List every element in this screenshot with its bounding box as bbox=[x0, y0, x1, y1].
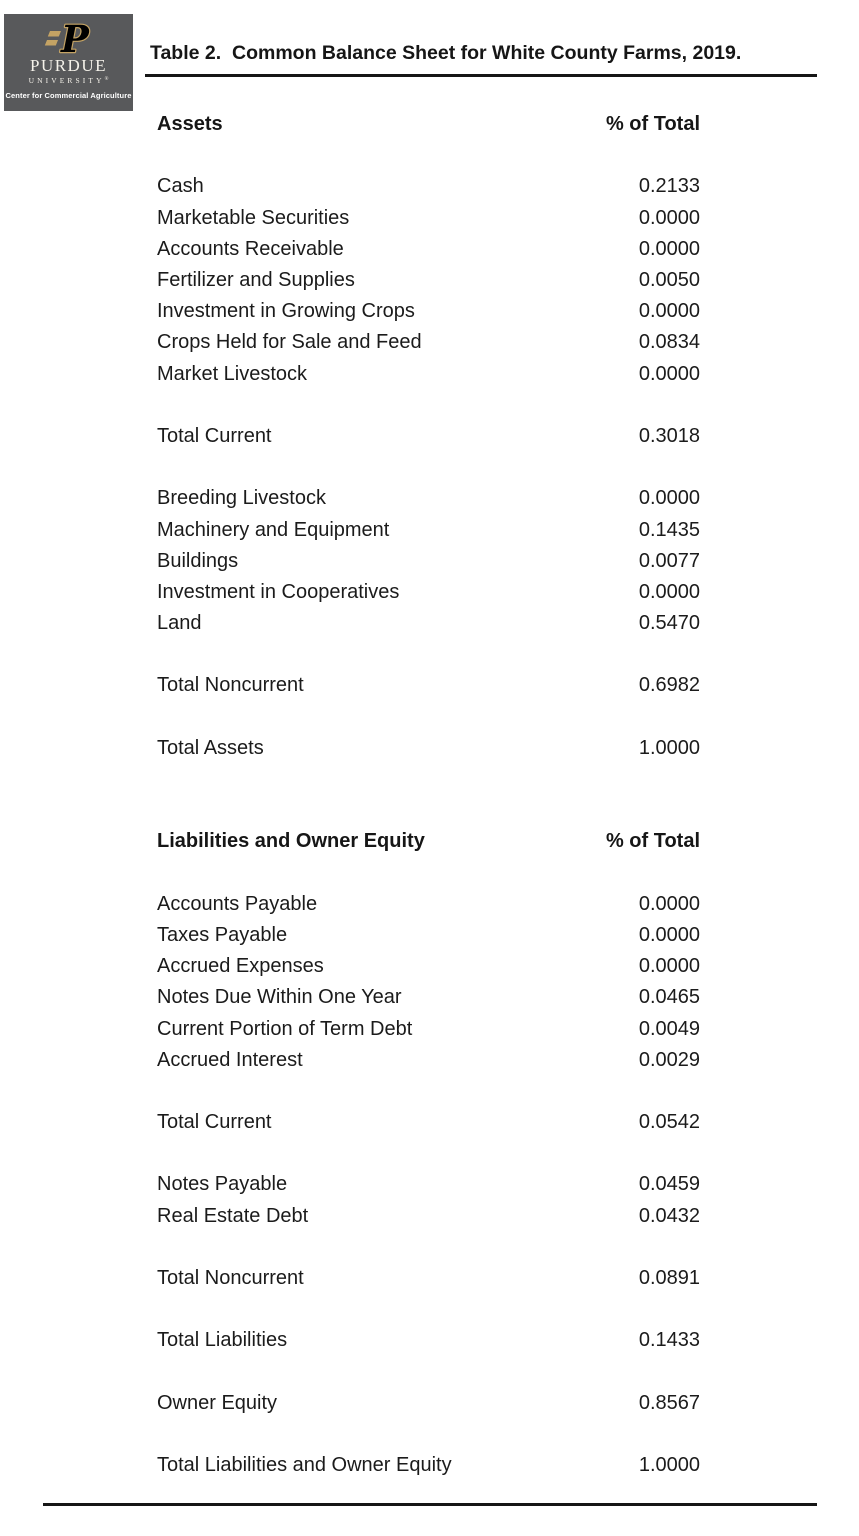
table-row bbox=[157, 296, 700, 327]
row-label: Investment in Cooperatives bbox=[157, 580, 400, 603]
row-label: Taxes Payable bbox=[157, 923, 288, 946]
row-label: Total Liabilities and Owner Equity bbox=[157, 1454, 452, 1477]
row-value: 0.0000 bbox=[638, 487, 700, 510]
row-label: Marketable Securities bbox=[157, 206, 350, 229]
row-value: % of Total bbox=[605, 830, 700, 853]
row-value: 0.6982 bbox=[638, 674, 700, 697]
table-row bbox=[157, 1263, 700, 1294]
row-value: 0.0029 bbox=[638, 1048, 700, 1071]
row-value: 0.0000 bbox=[638, 580, 700, 603]
purdue-logo bbox=[4, 14, 133, 111]
row-label: Accounts Receivable bbox=[157, 237, 344, 260]
table-row bbox=[157, 359, 700, 390]
row-value: 0.0000 bbox=[638, 892, 700, 915]
row-value: 0.0542 bbox=[638, 1111, 700, 1134]
row-value: 0.0834 bbox=[638, 331, 700, 354]
table-spacer-row bbox=[157, 1357, 700, 1388]
row-value: 0.0077 bbox=[638, 549, 700, 572]
table-row bbox=[157, 920, 700, 951]
table-row bbox=[157, 1169, 700, 1200]
table-spacer-row bbox=[157, 1419, 700, 1450]
registered-mark: ® bbox=[104, 77, 109, 82]
table-spacer-row bbox=[157, 764, 700, 795]
table-row bbox=[157, 234, 700, 265]
row-label: Market Livestock bbox=[157, 362, 308, 385]
purdue-center-label: Center for Commercial Agriculture bbox=[5, 90, 132, 100]
row-label: Total Current bbox=[157, 1111, 272, 1134]
row-label: Buildings bbox=[157, 549, 239, 572]
row-label: Total Noncurrent bbox=[157, 1267, 304, 1290]
row-value: 0.8567 bbox=[638, 1391, 700, 1414]
row-label: Cash bbox=[157, 175, 204, 198]
row-label: Breeding Livestock bbox=[157, 487, 326, 510]
row-value: 0.0000 bbox=[638, 237, 700, 260]
table-row bbox=[157, 608, 700, 639]
table-spacer-row bbox=[157, 390, 700, 421]
row-value: 0.0000 bbox=[638, 923, 700, 946]
row-value: 0.0432 bbox=[638, 1204, 700, 1227]
row-label: Accounts Payable bbox=[157, 892, 318, 915]
row-label: Assets bbox=[157, 113, 223, 136]
table-spacer-row bbox=[157, 1076, 700, 1107]
table-row bbox=[157, 265, 700, 296]
table-row bbox=[157, 1450, 700, 1481]
table-row bbox=[157, 1325, 700, 1356]
row-label: Fertilizer and Supplies bbox=[157, 269, 355, 292]
row-label: Total Liabilities bbox=[157, 1329, 288, 1352]
row-value: 0.0000 bbox=[638, 362, 700, 385]
svg-text:P: P bbox=[60, 18, 89, 58]
row-label: Accrued Interest bbox=[157, 1048, 303, 1071]
table-spacer-row bbox=[157, 452, 700, 483]
row-label: Total Noncurrent bbox=[157, 674, 304, 697]
row-label: Accrued Expenses bbox=[157, 955, 324, 978]
row-value: 0.2133 bbox=[638, 175, 700, 198]
table-row bbox=[157, 670, 700, 701]
row-label: Machinery and Equipment bbox=[157, 518, 390, 541]
row-value: 0.1435 bbox=[638, 518, 700, 541]
row-label: Notes Payable bbox=[157, 1173, 288, 1196]
table-row bbox=[157, 546, 700, 577]
table-row bbox=[157, 1388, 700, 1419]
table-header-row bbox=[157, 109, 700, 140]
table-row bbox=[157, 889, 700, 920]
purdue-p-icon bbox=[40, 18, 98, 58]
row-value: % of Total bbox=[605, 113, 700, 136]
row-label: Total Assets bbox=[157, 736, 264, 759]
table-row bbox=[157, 203, 700, 234]
table-row bbox=[157, 1045, 700, 1076]
row-value: 1.0000 bbox=[638, 1454, 700, 1477]
row-value: 0.1433 bbox=[638, 1329, 700, 1352]
row-value: 0.5470 bbox=[638, 612, 700, 635]
row-label: Total Current bbox=[157, 424, 272, 447]
table-spacer-row bbox=[157, 795, 700, 826]
row-value: 0.0000 bbox=[638, 206, 700, 229]
table-row bbox=[157, 421, 700, 452]
balance-sheet-table bbox=[157, 109, 700, 1481]
row-label: Real Estate Debt bbox=[157, 1204, 309, 1227]
row-value: 0.3018 bbox=[638, 424, 700, 447]
table-row bbox=[157, 1107, 700, 1138]
table-spacer-row bbox=[157, 1232, 700, 1263]
table-spacer-row bbox=[157, 1294, 700, 1325]
table-header-row bbox=[157, 826, 700, 857]
table-row bbox=[157, 483, 700, 514]
table-row bbox=[157, 327, 700, 358]
table-row bbox=[157, 577, 700, 608]
table-spacer-row bbox=[157, 639, 700, 670]
row-value: 0.0000 bbox=[638, 955, 700, 978]
table-title: Table 2. Common Balance Sheet for White County Farms, 2019. bbox=[150, 42, 742, 64]
row-label: Current Portion of Term Debt bbox=[157, 1017, 413, 1040]
row-label: Land bbox=[157, 612, 202, 635]
table-spacer-row bbox=[157, 140, 700, 171]
table-title-block bbox=[145, 42, 817, 77]
row-label: Owner Equity bbox=[157, 1391, 278, 1414]
table-row bbox=[157, 1013, 700, 1044]
purdue-university-label: UNIVERSITY® bbox=[28, 76, 109, 85]
row-value: 0.0891 bbox=[638, 1267, 700, 1290]
row-label: Liabilities and Owner Equity bbox=[157, 830, 425, 853]
table-row bbox=[157, 982, 700, 1013]
row-label: Notes Due Within One Year bbox=[157, 986, 402, 1009]
table-bottom-rule bbox=[43, 1503, 817, 1506]
table-spacer-row bbox=[157, 858, 700, 889]
table-row bbox=[157, 733, 700, 764]
table-row bbox=[157, 1201, 700, 1232]
table-row bbox=[157, 171, 700, 202]
table-row bbox=[157, 514, 700, 545]
row-value: 0.0049 bbox=[638, 1017, 700, 1040]
row-value: 0.0465 bbox=[638, 986, 700, 1009]
table-spacer-row bbox=[157, 1138, 700, 1169]
row-label: Crops Held for Sale and Feed bbox=[157, 331, 422, 354]
row-label: Investment in Growing Crops bbox=[157, 300, 415, 323]
purdue-wordmark: PURDUE bbox=[29, 56, 107, 75]
table-row bbox=[157, 951, 700, 982]
row-value: 0.0050 bbox=[638, 269, 700, 292]
row-value: 1.0000 bbox=[638, 736, 700, 759]
row-value: 0.0459 bbox=[638, 1173, 700, 1196]
row-value: 0.0000 bbox=[638, 300, 700, 323]
table-spacer-row bbox=[157, 702, 700, 733]
